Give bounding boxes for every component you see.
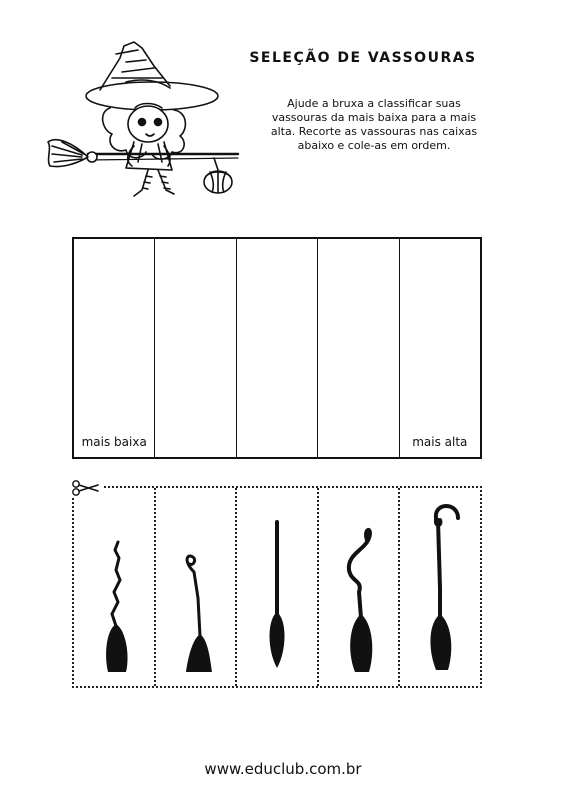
broom-icon [400,488,482,686]
answer-grid [72,237,482,459]
footer-url: www.educlub.com.br [204,760,362,778]
slot-label-lowest: mais baixa [81,435,147,449]
cutout-strip [72,486,482,688]
answer-slot[interactable] [74,239,155,457]
broom-icon [74,488,156,686]
broom-card[interactable] [400,488,480,686]
broom-icon [156,488,238,686]
slot-label-highest: mais alta [412,435,468,449]
broom-card[interactable] [319,488,401,686]
broom-card[interactable] [156,488,238,686]
broom-card[interactable] [237,488,319,686]
scissors-icon [70,479,102,497]
answer-slot[interactable] [155,239,236,457]
broom-card[interactable] [74,488,156,686]
answer-slot[interactable] [318,239,399,457]
answer-slot[interactable] [400,239,480,457]
broom-icon [237,488,319,686]
broom-icon [319,488,401,686]
instructions-text: Ajude a bruxa a classificar suas vassouras da mais baixa para a mais alta. Recorte as vassouras nas caixas abaixo e cole-as em ordem. [270,97,478,152]
answer-slot[interactable] [237,239,318,457]
witch-on-broom-illustration [42,38,242,208]
page-title: SELEÇÃO DE VASSOURAS [249,50,477,66]
